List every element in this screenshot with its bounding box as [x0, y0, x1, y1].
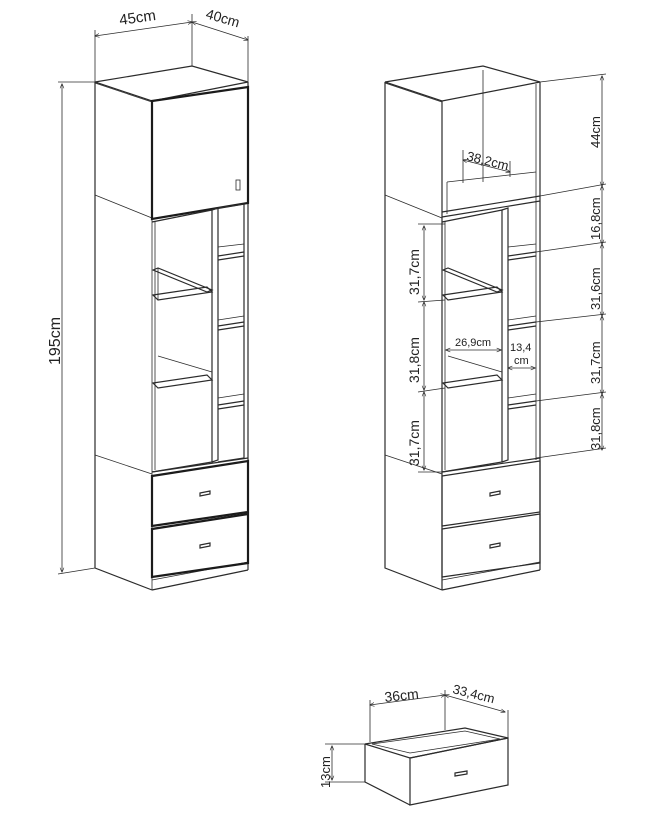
shelf-height-label-1: 16,8cm: [588, 197, 603, 240]
left-width-dimension: [95, 7, 192, 82]
drawer-depth-label: 33,4cm: [451, 681, 497, 707]
left-height-dimension: [47, 82, 95, 574]
left-shelf-height-dimensions: [406, 224, 445, 472]
drawer-height-label: 13cm: [318, 756, 333, 788]
left-shelf-height-label-3: 31,7cm: [406, 420, 422, 466]
depth-label: 40cm: [204, 5, 242, 31]
shelf-height-label-4: 31,8cm: [588, 407, 603, 450]
left-shelf-height-label-1: 31,7cm: [406, 249, 422, 295]
cabinet-open-view: [385, 66, 540, 590]
shelf-height-label-2: 31,6cm: [588, 267, 603, 310]
drawer-width-label: 36cm: [383, 685, 420, 705]
shelf-width-dimensions: [446, 337, 535, 368]
top-compartment-width-label: 38,2cm: [465, 148, 511, 174]
width-label: 45cm: [118, 7, 157, 29]
cabinet-front-view: [95, 66, 248, 590]
left-depth-dimension: [192, 6, 248, 82]
left-shelf-height-label-2: 31,8cm: [406, 337, 422, 383]
height-label: 195cm: [47, 316, 64, 365]
drawer-height-dimension: [318, 744, 365, 788]
shelf-height-label-3: 31,7cm: [588, 341, 603, 384]
drawer-view: [365, 728, 508, 805]
left-shelf-width-label: 26,9cm: [455, 337, 492, 349]
right-shelf-width-number: 13,4: [510, 342, 532, 354]
right-vertical-dimensions: [536, 74, 606, 458]
right-shelf-width-unit: cm: [514, 355, 529, 367]
top-height-label: 44cm: [588, 116, 603, 148]
